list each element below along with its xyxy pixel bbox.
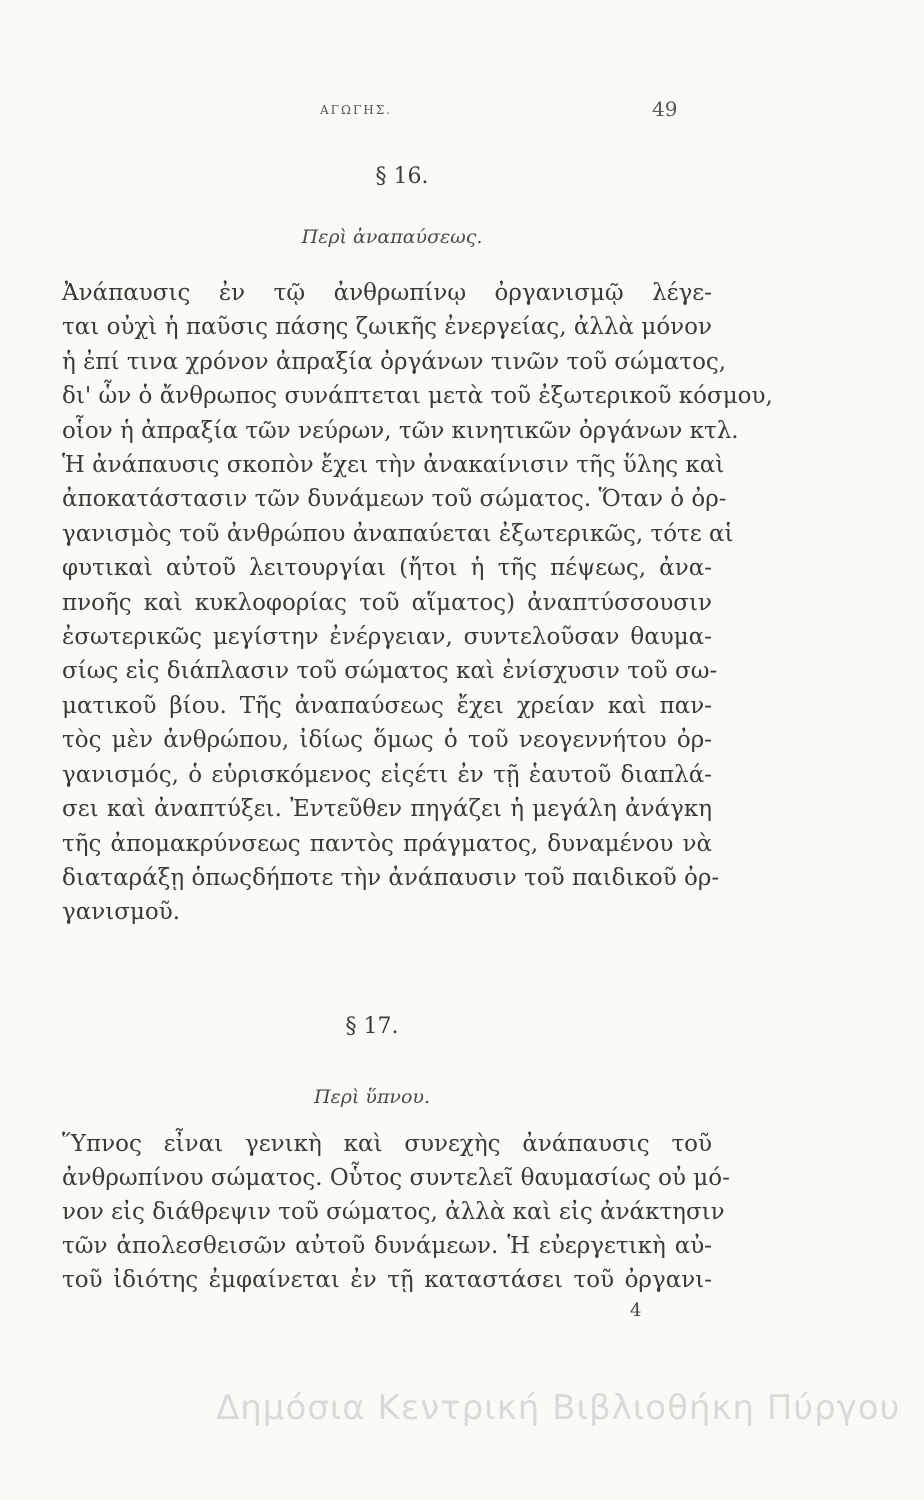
text-line: γανισμὸς τοῦ ἀνθρώπου ἀναπαύεται ἐξωτερικῶς, τότε αἱ — [62, 520, 734, 547]
text-line: σίως εἰς διάπλασιν τοῦ σώματος καὶ ἐνίσχυσιν τοῦ σω- — [62, 658, 718, 685]
text-line: τοῦ ἰδιότης ἐμφαίνεται ἐν τῇ καταστάσει τοῦ ὀργανι- — [62, 1267, 712, 1293]
text-line: νον εἰς διάθρεψιν τοῦ σώματος, ἀλλὰ καὶ εἰς ἀνάκτησιν — [62, 1199, 725, 1225]
text-line: Ἡ ἀνάπαυσις σκοπὸν ἔχει τὴν ἀνακαίνισιν τῆς ὕλης καὶ — [62, 452, 725, 479]
text-line: τὸς μὲν ἀνθρώπου, ἰδίως ὅμως ὁ τοῦ νεογεννήτου ὀρ- — [62, 727, 712, 754]
text-line: τῆς ἀπομακρύνσεως παντὸς πράγματος, δυναμένου νὰ — [62, 830, 712, 857]
text-line: οἷον ἡ ἀπραξία τῶν νεύρων, τῶν κινητικῶν ὀργάνων κτλ. — [62, 417, 739, 444]
section-17-paragraph — [62, 1127, 730, 1297]
library-watermark: Δημόσια Κεντρική Βιβλιοθήκη Πύργου — [216, 1388, 901, 1428]
text-line: γανισμοῦ. — [62, 899, 181, 926]
text-line: ματικοῦ βίου. Τῆς ἀναπαύσεως ἔχει χρείαν καὶ παν- — [62, 692, 712, 719]
text-line: ἀποκατάστασιν τῶν δυνάμεων τοῦ σώματος. Ὅταν ὁ ὀρ- — [62, 486, 727, 513]
text-line: φυτικαὶ αὐτοῦ λειτουργίαι (ἤτοι ἡ τῆς πέψεως, ἀνα- — [62, 555, 712, 582]
page-number: 49 — [652, 97, 678, 121]
section-16-title: Περὶ ἀναπαύσεως. — [301, 226, 483, 248]
text-line: Ἀνάπαυσις ἐν τῷ ἀνθρωπίνῳ ὀργανισμῷ λέγε- — [62, 280, 712, 306]
text-line: ἡ ἐπί τινα χρόνον ἀπραξία ὀργάνων τινῶν τοῦ σώματος, — [62, 348, 727, 375]
signature-mark: 4 — [630, 1300, 642, 1321]
text-line: Ὕπνος εἶναι γενικὴ καὶ συνεχὴς ἀνάπαυσις τοῦ — [62, 1131, 712, 1157]
text-line: τῶν ἀπολεσθεισῶν αὐτοῦ δυνάμεων. Ἡ εὐεργετικὴ αὐ- — [62, 1233, 712, 1259]
text-line: γανισμός, ὁ εὑρισκόμενος εἰςέτι ἐν τῇ ἑαυτοῦ διαπλά- — [62, 761, 712, 788]
text-line: ἐσωτερικῶς μεγίστην ἐνέργειαν, συντελοῦσαν θαυμα- — [62, 624, 712, 651]
section-16-heading: § 16. — [375, 164, 429, 189]
section-17-title: Περὶ ὕπνου. — [313, 1086, 431, 1108]
running-head: ΑΓΩΓΗΣ. — [320, 103, 393, 117]
section-17-heading: § 17. — [345, 1014, 399, 1039]
text-line: πνοῆς καὶ κυκλοφορίας τοῦ αἵματος) ἀναπτύσσουσιν — [62, 589, 712, 616]
text-line: ται οὐχὶ ἡ παῦσις πάσης ζωικῆς ἐνεργείας, ἀλλὰ μόνον — [62, 314, 712, 341]
section-16-paragraph — [62, 276, 773, 930]
text-line: διαταράξῃ ὁπωςδήποτε τὴν ἀνάπαυσιν τοῦ παιδικοῦ ὀρ- — [62, 864, 720, 891]
text-line: σει καὶ ἀναπτύξει. Ἐντεῦθεν πηγάζει ἡ μεγάλη ἀνάγκη — [62, 796, 712, 823]
text-line: δι' ὧν ὁ ἄνθρωπος συνάπτεται μετὰ τοῦ ἐξωτερικοῦ κόσμου, — [62, 383, 773, 410]
text-line: ἀνθρωπίνου σώματος. Οὗτος συντελεῖ θαυμασίως οὐ μό- — [62, 1165, 730, 1191]
